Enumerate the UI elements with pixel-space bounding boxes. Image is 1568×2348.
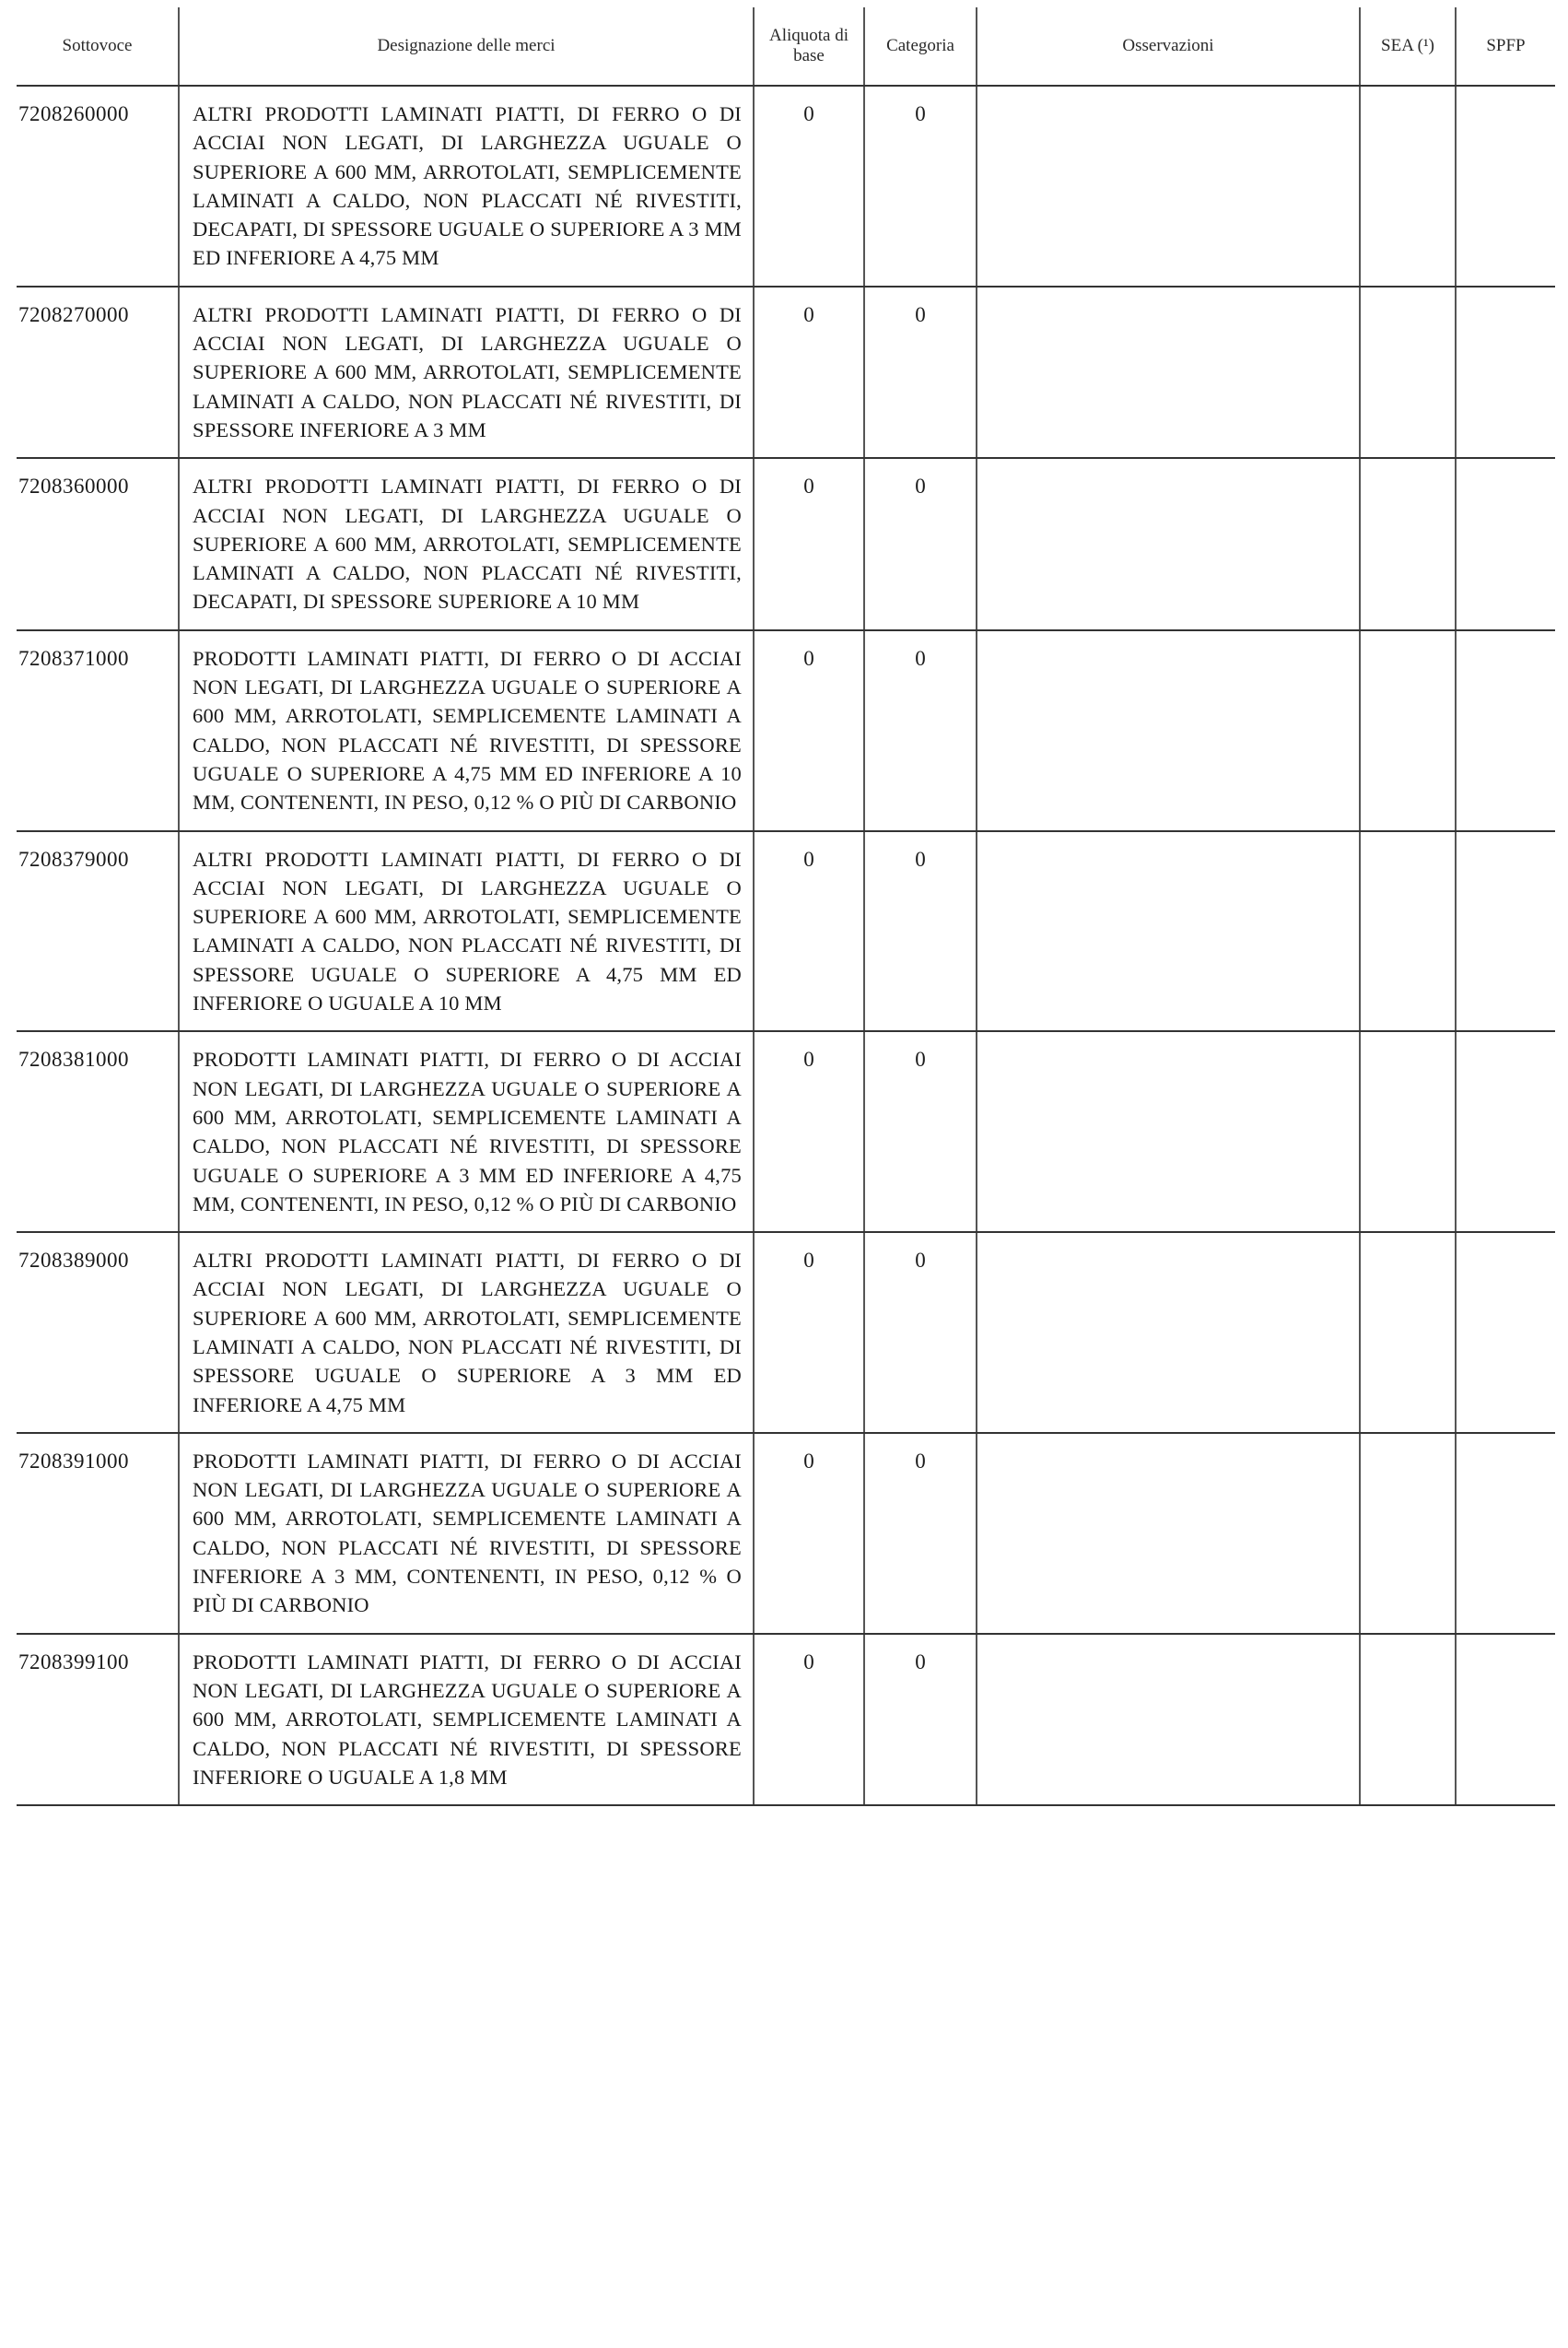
row-code: 7208270000 [18, 302, 129, 326]
row-spfp [1457, 1434, 1555, 1460]
row-base-rate: 0 [803, 475, 814, 499]
row-spfp [1457, 1635, 1555, 1661]
header-row [17, 7, 1555, 86]
row-code: 7208379000 [18, 847, 129, 871]
header-remarks: Osservazioni [977, 7, 1360, 86]
table-row [17, 287, 1555, 458]
row-category: 0 [915, 475, 926, 499]
row-base-rate: 0 [803, 1249, 814, 1273]
row-description: PRODOTTI LAMINATI PIATTI, DI FERRO O DI ACCIAI NON LEGATI, DI LARGHEZZA UGUALE O SUPERIORE A 600 MM, ARROTOLATI, SEMPLICEMENTE LAMINATI A CALDO, NON PLACCATI NÉ RIVESTITI, DI SPESSORE INFERIORE O UGUALE A 1,8 MM [193, 1649, 742, 1789]
row-base-rate: 0 [803, 1449, 814, 1473]
row-spfp [1457, 288, 1555, 313]
row-code: 7208371000 [18, 646, 129, 670]
row-code: 7208260000 [18, 102, 129, 125]
row-base-rate: 0 [803, 302, 814, 326]
row-sea [1361, 1635, 1455, 1661]
tariff-table [17, 7, 1555, 1806]
row-sea [1361, 459, 1455, 485]
row-remarks [977, 288, 1359, 313]
row-code: 7208399100 [18, 1649, 129, 1673]
row-category: 0 [915, 1649, 926, 1673]
row-sea [1361, 87, 1455, 112]
row-description: PRODOTTI LAMINATI PIATTI, DI FERRO O DI ACCIAI NON LEGATI, DI LARGHEZZA UGUALE O SUPERIORE A 600 MM, ARROTOLATI, SEMPLICEMENTE LAMINATI A CALDO, NON PLACCATI NÉ RIVESTITI, DI SPESSORE INFERIORE A 3 MM, CONTENENTI, IN PESO, 0,12 % O PIÙ DI CARBONIO [193, 1449, 742, 1617]
row-description: ALTRI PRODOTTI LAMINATI PIATTI, DI FERRO O DI ACCIAI NON LEGATI, DI LARGHEZZA UGUALE O SUPERIORE A 600 MM, ARROTOLATI, SEMPLICEMENTE LAMINATI A CALDO, NON PLACCATI NÉ RIVESTITI, DECAPATI, DI SPESSORE SUPERIORE A 10 MM [193, 475, 742, 614]
row-code: 7208360000 [18, 475, 129, 499]
row-description: ALTRI PRODOTTI LAMINATI PIATTI, DI FERRO O DI ACCIAI NON LEGATI, DI LARGHEZZA UGUALE O SUPERIORE A 600 MM, ARROTOLATI, SEMPLICEMENTE LAMINATI A CALDO, NON PLACCATI NÉ RIVESTITI, DI SPESSORE INFERIORE A 3 MM [193, 302, 742, 441]
header-description: Designazione delle merci [179, 7, 754, 86]
row-sea [1361, 288, 1455, 313]
row-sea [1361, 631, 1455, 657]
row-spfp [1457, 631, 1555, 657]
row-code: 7208391000 [18, 1449, 129, 1473]
table-row [17, 1634, 1555, 1805]
header-sea: SEA (¹) [1360, 7, 1456, 86]
row-remarks [977, 1233, 1359, 1259]
table-row [17, 458, 1555, 629]
row-remarks [977, 832, 1359, 858]
row-category: 0 [915, 847, 926, 871]
row-remarks [977, 1032, 1359, 1058]
row-remarks [977, 87, 1359, 112]
table-body [17, 86, 1555, 1805]
header-spfp: SPFP [1456, 7, 1555, 86]
table-row [17, 831, 1555, 1032]
row-category: 0 [915, 1048, 926, 1072]
row-sea [1361, 1032, 1455, 1058]
row-code: 7208389000 [18, 1249, 129, 1273]
header-code: Sottovoce [17, 7, 179, 86]
row-remarks [977, 459, 1359, 485]
row-sea [1361, 1434, 1455, 1460]
table-row [17, 1433, 1555, 1634]
row-description: ALTRI PRODOTTI LAMINATI PIATTI, DI FERRO O DI ACCIAI NON LEGATI, DI LARGHEZZA UGUALE O SUPERIORE A 600 MM, ARROTOLATI, SEMPLICEMENTE LAMINATI A CALDO, NON PLACCATI NÉ RIVESTITI, DECAPATI, DI SPESSORE UGUALE O SUPERIORE A 3 MM ED INFERIORE A 4,75 MM [193, 102, 742, 270]
row-spfp [1457, 832, 1555, 858]
row-description: PRODOTTI LAMINATI PIATTI, DI FERRO O DI ACCIAI NON LEGATI, DI LARGHEZZA UGUALE O SUPERIORE A 600 MM, ARROTOLATI, SEMPLICEMENTE LAMINATI A CALDO, NON PLACCATI NÉ RIVESTITI, DI SPESSORE UGUALE O SUPERIORE A 3 MM ED INFERIORE A 4,75 MM, CONTENENTI, IN PESO, 0,12 % O PIÙ DI CARBONIO [193, 1048, 742, 1215]
row-category: 0 [915, 1449, 926, 1473]
row-base-rate: 0 [803, 1048, 814, 1072]
header-category: Categoria [864, 7, 977, 86]
row-base-rate: 0 [803, 646, 814, 670]
row-base-rate: 0 [803, 102, 814, 125]
table-row [17, 1031, 1555, 1232]
row-category: 0 [915, 302, 926, 326]
row-sea [1361, 1233, 1455, 1259]
row-spfp [1457, 87, 1555, 112]
row-remarks [977, 631, 1359, 657]
row-category: 0 [915, 646, 926, 670]
header-base-rate: Aliquota di base [754, 7, 864, 86]
row-base-rate: 0 [803, 1649, 814, 1673]
row-remarks [977, 1635, 1359, 1661]
row-category: 0 [915, 102, 926, 125]
row-description: PRODOTTI LAMINATI PIATTI, DI FERRO O DI ACCIAI NON LEGATI, DI LARGHEZZA UGUALE O SUPERIORE A 600 MM, ARROTOLATI, SEMPLICEMENTE LAMINATI A CALDO, NON PLACCATI NÉ RIVESTITI, DI SPESSORE UGUALE O SUPERIORE A 4,75 MM ED INFERIORE A 10 MM, CONTENENTI, IN PESO, 0,12 % O PIÙ DI CARBONIO [193, 646, 742, 815]
row-spfp [1457, 1032, 1555, 1058]
row-base-rate: 0 [803, 847, 814, 871]
table-row [17, 1232, 1555, 1433]
row-sea [1361, 832, 1455, 858]
row-remarks [977, 1434, 1359, 1460]
row-spfp [1457, 459, 1555, 485]
row-category: 0 [915, 1249, 926, 1273]
table-row [17, 86, 1555, 287]
row-spfp [1457, 1233, 1555, 1259]
table-row [17, 630, 1555, 831]
row-code: 7208381000 [18, 1048, 129, 1072]
row-description: ALTRI PRODOTTI LAMINATI PIATTI, DI FERRO O DI ACCIAI NON LEGATI, DI LARGHEZZA UGUALE O SUPERIORE A 600 MM, ARROTOLATI, SEMPLICEMENTE LAMINATI A CALDO, NON PLACCATI NÉ RIVESTITI, DI SPESSORE UGUALE O SUPERIORE A 4,75 MM ED INFERIORE O UGUALE A 10 MM [193, 847, 742, 1016]
table-header [17, 7, 1555, 86]
row-description: ALTRI PRODOTTI LAMINATI PIATTI, DI FERRO O DI ACCIAI NON LEGATI, DI LARGHEZZA UGUALE O SUPERIORE A 600 MM, ARROTOLATI, SEMPLICEMENTE LAMINATI A CALDO, NON PLACCATI NÉ RIVESTITI, DI SPESSORE UGUALE O SUPERIORE A 3 MM ED INFERIORE A 4,75 MM [193, 1249, 742, 1416]
